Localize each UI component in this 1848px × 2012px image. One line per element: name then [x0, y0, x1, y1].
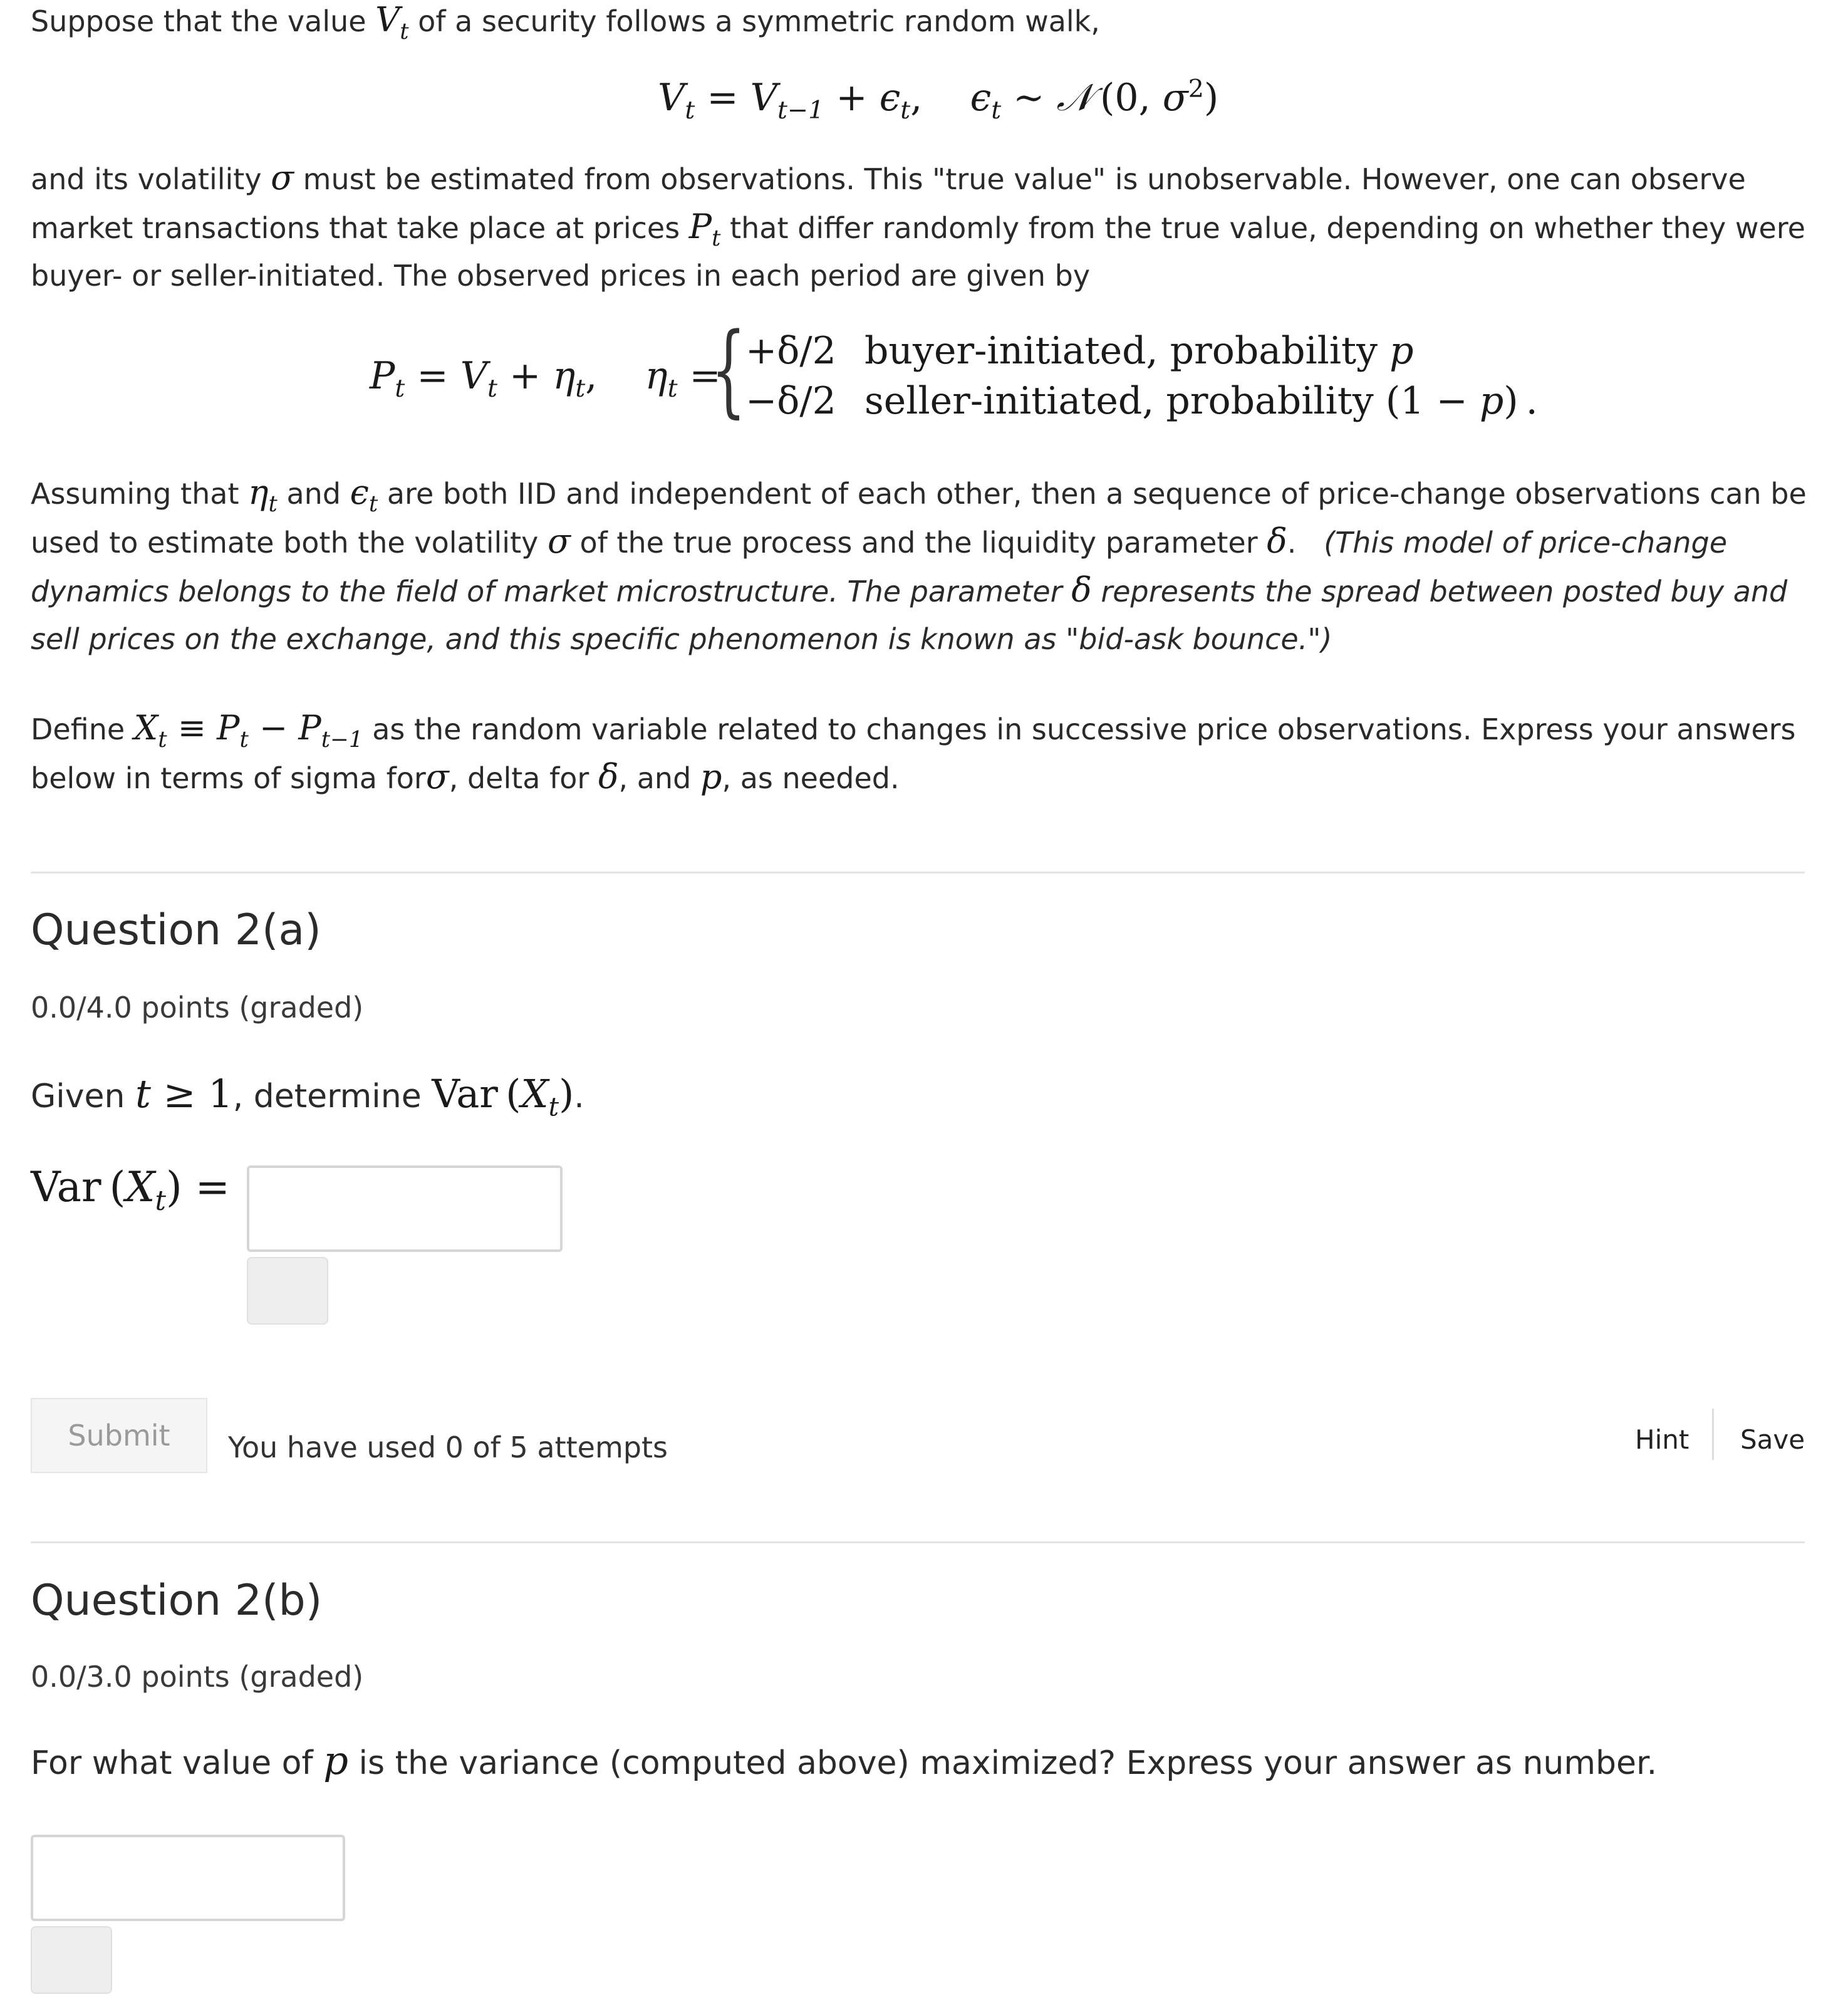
variance-preview-box	[247, 1257, 328, 1325]
cases-row-1: +δ/2 buyer-initiated, probability p	[745, 329, 1414, 373]
price-equation: $P_t = V_t + \eta_t$, $\eta_t$ =	[370, 354, 721, 403]
cases-brace: {	[711, 311, 746, 428]
attempts-counter: You have used 0 of 5 attempts	[228, 1431, 668, 1464]
random-walk-equation: $V_t = V_{t-1} + \epsilon_t$, $\epsilon_t$ ∼ 𝒩 (0, $\sigma^2$)	[658, 75, 1219, 125]
question-2a-points: 0.0/4.0 points (graded)	[31, 991, 364, 1024]
question-2b-title: Question 2(b)	[31, 1576, 323, 1625]
variance-label: Var $(X_t)$ =	[31, 1163, 230, 1217]
save-button[interactable]: Save	[1740, 1424, 1805, 1455]
intro-paragraph-3: Assuming that $\eta_t$ and $\epsilon_t$ are both IID and independent of each other, then a sequence of price-change observations can be used to estimate both the volatility σ of the true process and the liquidity parameter δ. (This model of price-change dynamics belongs to the field of market microstructure. The parameter δ represents the spread between posted buy and sell prices on the exchange, and this specific phenomenon is known as "bid-ask bounce.")	[31, 472, 1807, 656]
cases-row-2: −δ/2 seller-initiated, probability (1 − p) .	[745, 379, 1538, 423]
p-preview-box	[31, 1926, 112, 1994]
p-answer-input[interactable]	[31, 1835, 345, 1921]
intro-paragraph-1: Suppose that the value $V_t$ of a security follows a symmetric random walk,	[31, 0, 1100, 44]
question-2b-points: 0.0/3.0 points (graded)	[31, 1660, 364, 1694]
math-vt: $V_t$	[375, 0, 409, 44]
action-separator	[1712, 1409, 1714, 1460]
intro-paragraph-2: and its volatility σ must be estimated from observations. This "true value" is unobservable. However, one can observe market transactions that take place at prices $P_t$ that differ randomly from the true value, depending on whether they were buyer- or seller-initiated. The observed prices in each period are given by	[31, 158, 1805, 293]
submit-button[interactable]: Submit	[31, 1398, 207, 1473]
intro-paragraph-4: Define $X_t \equiv P_t - P_{t-1}$ as the random variable related to changes in successive price observations. Express your answers below in terms of sigma forσ, delta for δ, and p, as needed.	[31, 708, 1796, 796]
variance-answer-input[interactable]	[247, 1165, 563, 1252]
question-2a-title: Question 2(a)	[31, 905, 321, 955]
section-divider	[31, 872, 1805, 873]
hint-button[interactable]: Hint	[1635, 1424, 1690, 1455]
question-2b-prompt: For what value of p is the variance (computed above) maximized? Express your answer as number.	[31, 1738, 1658, 1783]
section-divider	[31, 1541, 1805, 1543]
question-2a-prompt: Given t ≥ 1, determine Var $(X_t)$.	[31, 1071, 584, 1122]
